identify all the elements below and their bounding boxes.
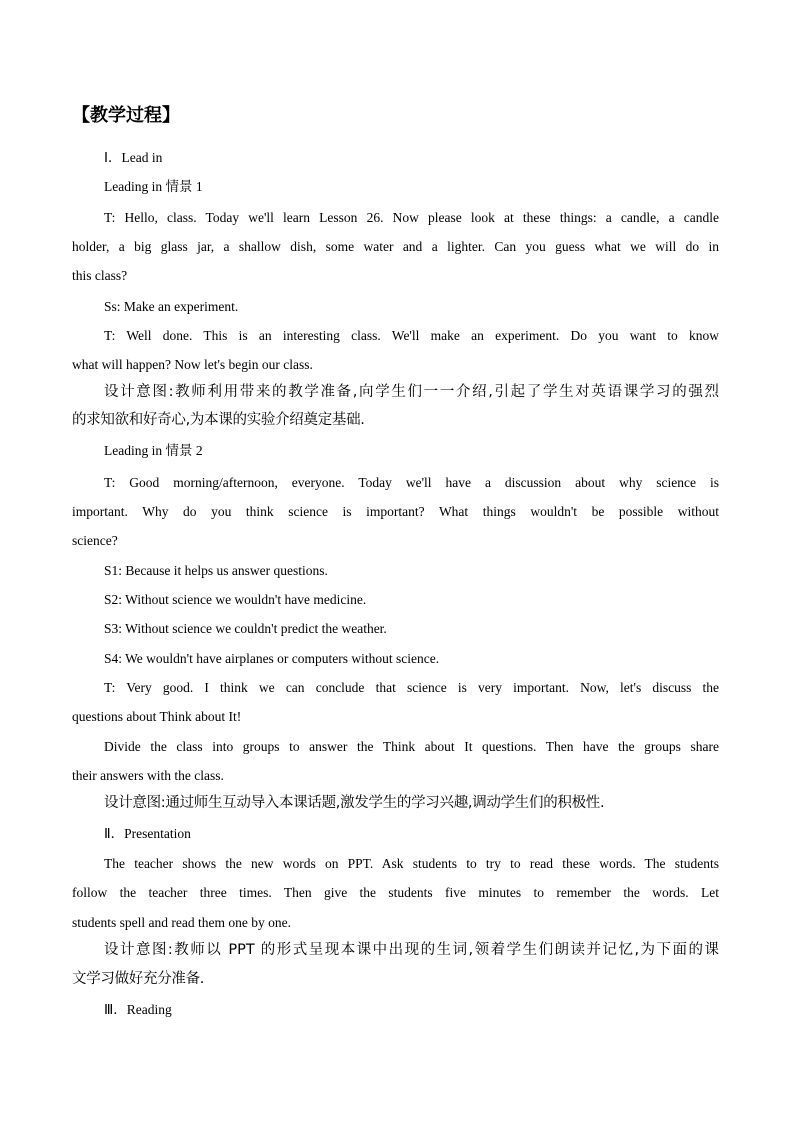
- paragraph-line: important. Why do you think science is important? What things wouldn't be possible without: [72, 504, 719, 519]
- design-intent-line: 文学习做好充分准备.: [72, 971, 205, 987]
- paragraph-line: Ss: Make an experiment.: [104, 299, 239, 314]
- paragraph-line: T: Well done. This is an interesting class. We'll make an experiment. Do you want to know: [104, 328, 719, 343]
- paragraph-line: The teacher shows the new words on PPT. Ask students to try to read these words. The students: [104, 856, 719, 871]
- paragraph-line: S3: Without science we couldn't predict the weather.: [104, 621, 387, 636]
- scenario-heading-2: Leading in 情景 2: [104, 443, 203, 458]
- section-title-presentation: Ⅱ．Presentation: [104, 826, 191, 841]
- paragraph-line: students spell and read them one by one.: [72, 915, 291, 930]
- paragraph-line: S2: Without science we wouldn't have medicine.: [104, 592, 367, 607]
- paragraph-line: science?: [72, 533, 118, 548]
- paragraph-line: S4: We wouldn't have airplanes or computers without science.: [104, 651, 440, 666]
- paragraph-line: what will happen? Now let's begin our class.: [72, 357, 313, 372]
- paragraph-line: T: Very good. I think we can conclude that science is very important. Now, let's discuss the: [104, 680, 719, 695]
- scenario-heading-1: Leading in 情景 1: [104, 179, 203, 194]
- design-intent-line: 设计意图:通过师生互动导入本课话题,激发学生的学习兴趣,调动学生们的积极性.: [104, 795, 605, 811]
- design-intent-line: 的求知欲和好奇心,为本课的实验介绍奠定基础.: [72, 412, 365, 428]
- paragraph-line: their answers with the class.: [72, 768, 224, 783]
- paragraph-line: S1: Because it helps us answer questions.: [104, 563, 328, 578]
- paragraph-line: this class?: [72, 268, 128, 283]
- design-intent-line: 设计意图:教师利用带来的教学准备,向学生们一一介绍,引起了学生对英语课学习的强烈: [104, 384, 719, 400]
- section-heading: 【教学过程】: [72, 105, 180, 126]
- section-title-lead-in: Ⅰ．Lead in: [104, 150, 163, 165]
- design-intent-line: 设计意图:教师以 PPT 的形式呈现本课中出现的生词,领着学生们朗读并记忆,为下面的课: [104, 942, 719, 958]
- section-title-reading: Ⅲ．Reading: [104, 1002, 172, 1017]
- paragraph-line: holder, a big glass jar, a shallow dish, some water and a lighter. Can you guess what we will do in: [72, 239, 719, 254]
- paragraph-line: Divide the class into groups to answer the Think about It questions. Then have the groups share: [104, 739, 719, 754]
- paragraph-line: T: Hello, class. Today we'll learn Lesson 26. Now please look at these things: a candle, a candle: [104, 210, 719, 225]
- paragraph-line: questions about Think about It!: [72, 709, 242, 724]
- paragraph-line: follow the teacher three times. Then give the students five minutes to remember the words. Let: [72, 885, 719, 900]
- paragraph-line: T: Good morning/afternoon, everyone. Today we'll have a discussion about why science is: [104, 475, 719, 490]
